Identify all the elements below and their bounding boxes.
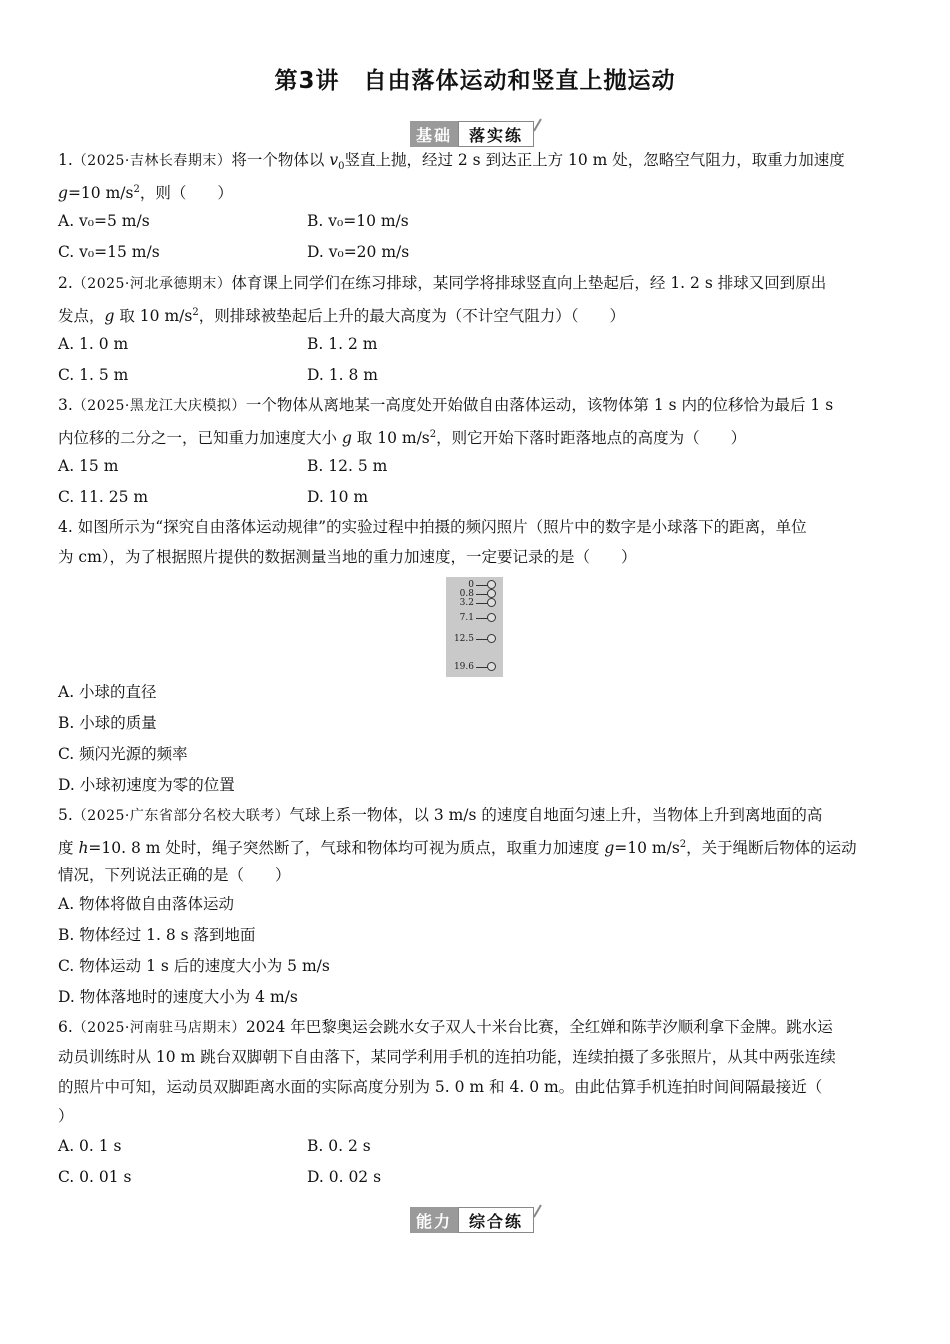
q2-text: 体育课上同学们在练习排球，某同学将排球竖直向上垫起后，经 1. 2 s 排球又回到原出	[231, 274, 827, 292]
q2-var-g: g	[104, 307, 115, 325]
q6-line-3: 的照片中可知，运动员双脚距离水面的实际高度分别为 5. 0 m 和 4. 0 m。由此估算手机连拍时间间隔最接近（	[58, 1078, 823, 1096]
q1-text-d: ，则（ ）	[139, 184, 233, 202]
q1-line-2	[58, 180, 898, 203]
q1-var-v: v	[329, 151, 339, 169]
q5-text-d: =10 m/s	[614, 839, 680, 857]
badge-left: 基础	[410, 121, 458, 147]
q3-sup: 2	[429, 429, 437, 440]
q3-text-b: 内位移的二分之一，已知重力加速度大小	[58, 429, 342, 447]
q2-line-2	[58, 303, 898, 326]
q6-option-a: A. 0. 1 s	[58, 1137, 122, 1155]
q5-number: 5.	[58, 806, 73, 824]
q6-line-1	[58, 1017, 898, 1038]
q3-option-c: C. 11. 25 m	[58, 488, 149, 506]
q5-option-b: B. 物体经过 1. 8 s 落到地面	[58, 926, 256, 944]
q2-source: （2025·河北承德期末）	[72, 276, 232, 292]
ball-image	[487, 662, 496, 671]
q3-var-g: g	[341, 429, 352, 447]
q5-line-2	[58, 835, 898, 858]
q2-option-d: D. 1. 8 m	[307, 366, 378, 384]
q4-option-d: D. 小球初速度为零的位置	[58, 776, 235, 794]
photo-label-3: 7.1	[459, 613, 474, 623]
ball-image	[487, 589, 496, 598]
q1-sub: 0	[338, 161, 345, 173]
q3-option-b: B. 12. 5 m	[307, 457, 388, 475]
photo-label-2: 3.2	[459, 598, 474, 608]
q1-text: 将一个物体以	[231, 151, 330, 169]
q1-number: 1.	[58, 151, 73, 169]
strobe-photo	[446, 577, 503, 677]
q2-option-a: A. 1. 0 m	[58, 335, 129, 353]
q3-number: 3.	[58, 396, 73, 414]
photo-label-1: 0.8	[459, 589, 474, 599]
q1-source: （2025·吉林长春期末）	[72, 153, 232, 169]
q6-option-b: B. 0. 2 s	[307, 1137, 371, 1155]
q3-line-1	[58, 395, 898, 416]
badge-right: 综合练	[458, 1207, 534, 1233]
photo-label-0: 0	[468, 580, 474, 590]
ball-image	[487, 634, 496, 643]
badge-left: 能力	[410, 1207, 458, 1233]
q5-line-1	[58, 805, 898, 826]
q2-text-b: 发点，	[58, 307, 105, 325]
page-title: 第3讲 自由落体运动和竖直上抛运动	[274, 68, 676, 94]
q2-number: 2.	[58, 274, 73, 292]
q1-var-g: g	[58, 184, 68, 202]
badge-right: 落实练	[458, 121, 534, 147]
section-badge-basic	[410, 121, 534, 147]
q2-line-1	[58, 273, 898, 294]
q5-option-c: C. 物体运动 1 s 后的速度大小为 5 m/s	[58, 957, 330, 975]
section-badge-ability	[410, 1207, 534, 1233]
q1-line-1	[58, 150, 898, 177]
q3-source: （2025·黑龙江大庆模拟）	[72, 398, 246, 414]
q6-text: 2024 年巴黎奥运会跳水女子双人十米台比赛，全红婵和陈芋汐顺利拿下金牌。跳水运	[245, 1018, 833, 1036]
q6-number: 6.	[58, 1018, 73, 1036]
q5-text-c: =10. 8 m 处时，绳子突然断了，气球和物体均可视为质点，取重力加速度	[88, 839, 605, 857]
q6-option-d: D. 0. 02 s	[307, 1168, 382, 1186]
q3-text-d: ，则它开始下落时距落地点的高度为（ ）	[436, 429, 747, 447]
q4-option-b: B. 小球的质量	[58, 714, 157, 732]
q4-option-c: C. 频闪光源的频率	[58, 745, 188, 763]
ball-image	[487, 613, 496, 622]
q5-text-e: ，关于绳断后物体的运动	[686, 839, 857, 857]
q5-text: 气球上系一物体，以 3 m/s 的速度自地面匀速上升，当物体上升到离地面的高	[289, 806, 823, 824]
q2-option-b: B. 1. 2 m	[307, 335, 378, 353]
q4-line-2: 为 cm），为了根据照片提供的数据测量当地的重力加速度，一定要记录的是（ ）	[58, 548, 637, 566]
ball-image	[487, 598, 496, 607]
q5-sup: 2	[679, 839, 687, 850]
q4-line-1: 4. 如图所示为“探究自由落体运动规律”的实验过程中拍摄的频闪照片（照片中的数字是小球落下的距离，单位	[58, 518, 807, 536]
q6-source: （2025·河南驻马店期末）	[72, 1020, 246, 1036]
q5-var-h: h	[78, 839, 89, 857]
q1-option-d: D. v₀=20 m/s	[307, 243, 410, 261]
q5-option-d: D. 物体落地时的速度大小为 4 m/s	[58, 988, 298, 1006]
q6-line-2: 动员训练时从 10 m 跳台双脚朝下自由落下，某同学利用手机的连拍功能，连续拍摄了多张照片，从其中两张连续	[58, 1048, 836, 1066]
q1-option-a: A. v₀=5 m/s	[58, 212, 150, 230]
q3-option-d: D. 10 m	[307, 488, 369, 506]
q2-text-d: ，则排球被垫起后上升的最大高度为（不计空气阻力）（ ）	[198, 307, 625, 325]
q1-option-c: C. v₀=15 m/s	[58, 243, 160, 261]
q1-sup: 2	[133, 184, 140, 195]
q2-sup: 2	[192, 307, 199, 318]
q3-text: 一个物体从离地某一高度处开始做自由落体运动，该物体第 1 s 内的位移恰为最后 1 s	[245, 396, 834, 414]
q1-text-b: 竖直上抛，经过 2 s 到达正上方 10 m 处，忽略空气阻力，取重力加速度	[344, 151, 845, 169]
q5-text-b: 度	[58, 839, 79, 857]
photo-label-4: 12.5	[453, 634, 474, 644]
q6-option-c: C. 0. 01 s	[58, 1168, 132, 1186]
q5-var-g: g	[604, 839, 615, 857]
photo-label-5: 19.6	[453, 662, 474, 672]
q1-option-b: B. v₀=10 m/s	[307, 212, 409, 230]
q5-option-a: A. 物体将做自由落体运动	[58, 895, 235, 913]
q4-option-a: A. 小球的直径	[58, 683, 157, 701]
q5-source: （2025·广东省部分名校大联考）	[72, 808, 290, 824]
q3-text-c: 取 10 m/s	[351, 429, 430, 447]
q2-option-c: C. 1. 5 m	[58, 366, 129, 384]
ball-image	[487, 580, 496, 589]
q2-text-c: 取 10 m/s	[114, 307, 193, 325]
q5-line-3: 情况，下列说法正确的是（ ）	[58, 866, 291, 884]
q1-text-c: =10 m/s	[67, 184, 134, 202]
q6-line-4: ）	[58, 1107, 74, 1125]
q3-option-a: A. 15 m	[58, 457, 119, 475]
q3-line-2	[58, 425, 898, 448]
